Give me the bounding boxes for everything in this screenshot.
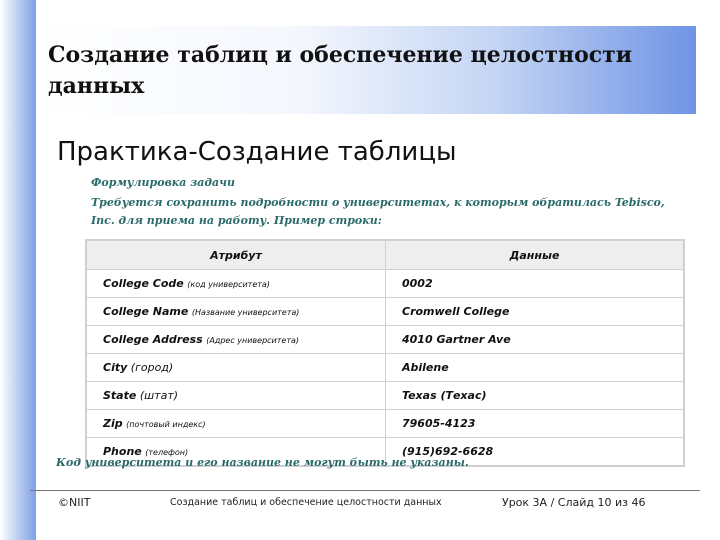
attribute-value: (915)692-6628 — [386, 438, 685, 467]
attribute-cell — [86, 382, 386, 410]
attribute-value: Texas (Техас) — [386, 382, 685, 410]
attribute-table — [85, 239, 685, 467]
table-row — [86, 270, 684, 298]
attribute-value: 0002 — [386, 270, 685, 298]
attribute-translation: (телефон) — [145, 448, 189, 457]
column-header-data: Данные — [386, 240, 685, 270]
attribute-name: College Code — [103, 277, 184, 290]
attribute-translation: (Адрес университета) — [206, 336, 300, 345]
attribute-cell — [86, 298, 386, 326]
footer-divider — [30, 490, 700, 491]
attribute-translation: (город) — [130, 361, 174, 374]
column-header-attribute: Атрибут — [86, 240, 386, 270]
attribute-cell — [86, 410, 386, 438]
attribute-value: Abilene — [386, 354, 685, 382]
slide-subtitle: Практика-Создание таблицы — [57, 137, 457, 167]
attribute-cell — [86, 270, 386, 298]
left-decorative-bar — [0, 0, 36, 540]
attribute-name: State — [103, 389, 137, 402]
attribute-translation: (почтовый индекс) — [126, 420, 206, 429]
footer-course-title: Создание таблиц и обеспечение целостности данных — [170, 497, 442, 508]
attribute-value: 4010 Gartner Ave — [386, 326, 685, 354]
attribute-cell — [86, 326, 386, 354]
attribute-name: College Name — [103, 305, 189, 318]
table-row — [86, 410, 684, 438]
attribute-value: Cromwell College — [386, 298, 685, 326]
attribute-name: City — [103, 361, 128, 374]
slide-title: Создание таблиц и обеспечение целостности данных — [48, 42, 633, 99]
attribute-name: Zip — [103, 417, 123, 430]
attribute-cell — [86, 354, 386, 382]
table-row — [86, 298, 684, 326]
attribute-translation: (код университета) — [187, 280, 270, 289]
table-row — [86, 326, 684, 354]
attribute-translation: (Название университета) — [191, 308, 300, 317]
attribute-value: 79605-4123 — [386, 410, 685, 438]
task-heading: Формулировка задачи — [91, 176, 235, 189]
task-text: Требуется сохранить подробности о университетах, к которым обратилась Tebisco, Inc. для приема на работу. Пример строки: — [91, 196, 665, 227]
attribute-translation: (штат) — [139, 389, 179, 402]
table-header-row — [86, 240, 684, 270]
footer-slide-number: Урок 3A / Слайд 10 из 46 — [502, 496, 646, 509]
constraint-note: Код университета и его название не могут быть не указаны. — [56, 456, 469, 469]
table-row — [86, 354, 684, 382]
table-row — [86, 382, 684, 410]
slide-header — [36, 26, 696, 114]
footer-copyright: ©NIIT — [58, 496, 91, 509]
attribute-name: Phone — [103, 445, 142, 458]
attribute-name: College Address — [103, 333, 203, 346]
